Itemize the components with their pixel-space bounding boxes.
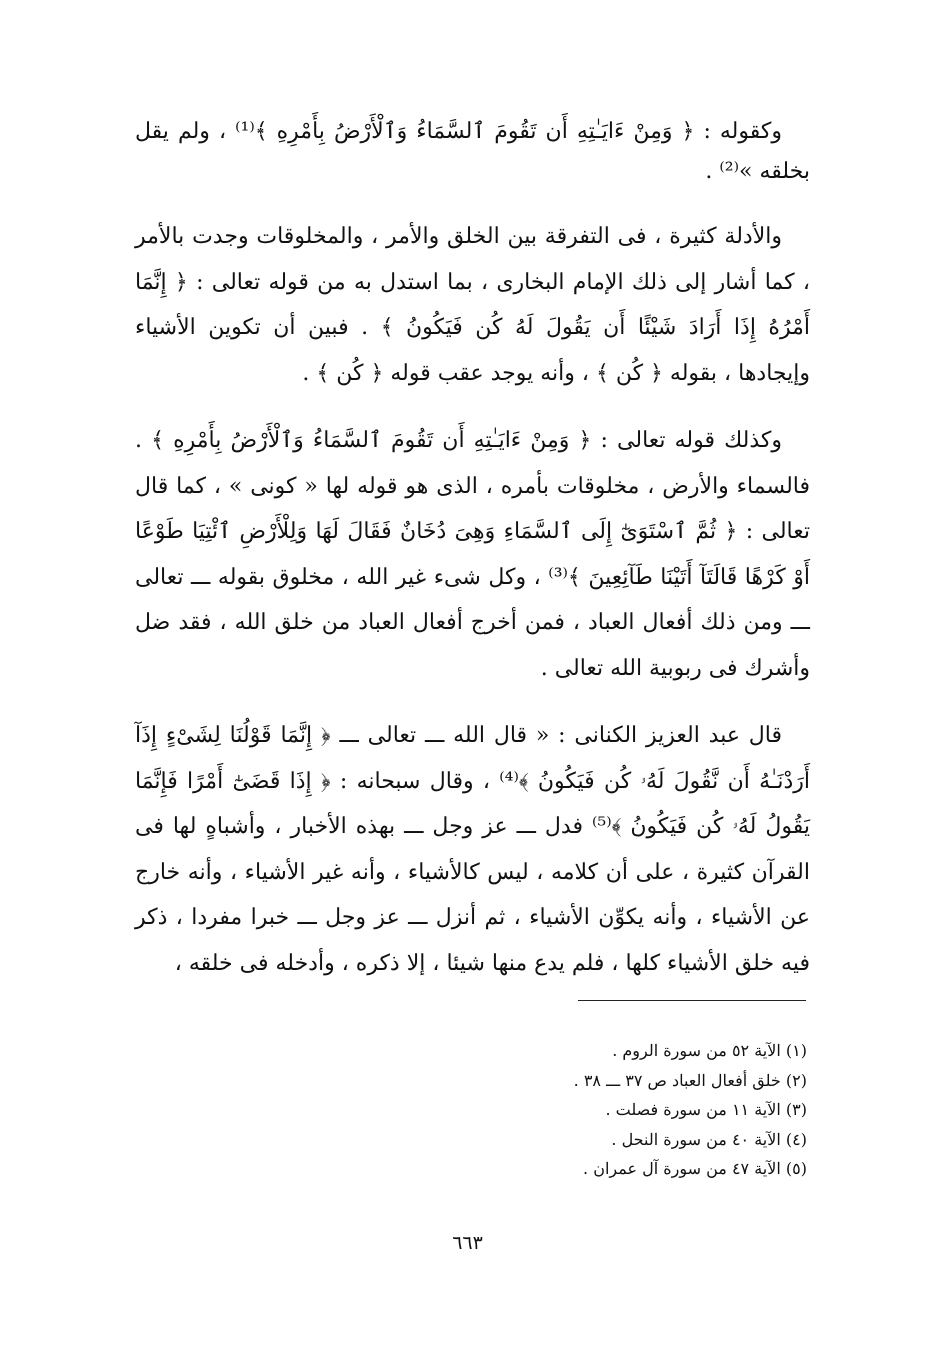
footnote-1: (١) الآية ٥٢ من سورة الروم . <box>612 1041 807 1060</box>
footnote-3: (٣) الآية ١١ من سورة فصلت . <box>605 1100 807 1120</box>
main-text <box>135 112 810 986</box>
footnote-4: (٤) الآية ٤٠ من سورة النحل . <box>611 1129 807 1149</box>
footnote-2: (٢) خلق أفعال العباد ص ٣٧ ـــ ٣٨ . <box>573 1070 807 1090</box>
paragraph-4: قال عبد العزيز الكنانى : « قال الله ـــ تعالى ـــ ﴿ إِنَّمَا قَوْلُنَا لِشَىْءٍ إِذَآ أَرَدْنَـٰهُ أَن نَّقُولَ لَهُۥ كُن فَيَكُونُ ﴾⁽⁴⁾ ، وقال سبحانه : ﴿ إِذَا قَضَىٰٓ أَمْرًا فَإِنَّمَا يَقُولُ لَهُۥ كُن فَيَكُونُ ﴾⁽⁵⁾ فدل ـــ عز وجل ـــ بهذه الأخبار ، وأشباهٍ لها فى القرآن كثيرة ، على أن كلامه ، ليس كالأشياء ، وأنه غير الأشياء ، وأنه خارج عن الأشياء ، وأنه يكوِّن الأشياء ، ثم أنزل ـــ عز وجل ـــ خبرا مفردا ، ذكر فيه خلق الأشياء كلها ، فلم يدع منها شيئا ، إلا ذكره ، وأدخله فى خلقه ، <box>135 723 810 976</box>
page-number: ٦٦٣ <box>452 1232 483 1254</box>
footnotes <box>407 1036 807 1184</box>
footnote-divider <box>578 1000 806 1001</box>
footnote-5: (٥) الآية ٤٧ من سورة آل عمران . <box>583 1159 807 1179</box>
paragraph-3: وكذلك قوله تعالى : ﴿ وَمِنْ ءَايَـٰتِهِ أَن تَقُومَ ٱلسَّمَاءُ وَٱلْأَرْضُ بِأَمْرِهِ ﴾ . فالسماء والأرض ، مخلوقات بأمره ، الذى هو قوله لها « كونى » ، كما قال تعالى : ﴿ ثُمَّ ٱسْتَوَىٰٓ إِلَى ٱلسَّمَاءِ وَهِىَ دُخَانٌ فَقَالَ لَهَا وَلِلْأَرْضِ ٱئْتِيَا طَوْعًا أَوْ كَرْهًا قَالَتَآ أَتَيْنَا طَآئِعِينَ ﴾⁽³⁾ ، وكل شىء غير الله ، مخلوق بقوله ـــ تعالى ـــ ومن ذلك أفعال العباد ، فمن أخرج أفعال العباد من خلق الله ، فقد ضل وأشرك فى ربوبية الله تعالى . <box>135 428 810 681</box>
paragraph-1: وكقوله : ﴿ وَمِنْ ءَايَـٰتِهِ أَن تَقُومَ ٱلسَّمَاءُ وَٱلْأَرْضُ بِأَمْرِهِ ﴾⁽¹⁾ ، ولم يقل بخلقه »⁽²⁾ . <box>135 119 810 184</box>
paragraph-2: والأدلة كثيرة ، فى التفرقة بين الخلق والأمر ، والمخلوقات وجدت بالأمر ، كما أشار إلى ذلك الإمام البخارى ، بما استدل به من قوله تعالى : ﴿ إِنَّمَا أَمْرُهُ إِذَا أَرَادَ شَيْئًا أَن يَقُولَ لَهُ كُن فَيَكُونُ ﴾ . فبين أن تكوين الأشياء وإيجادها ، بقوله ﴿ كُن ﴾ ، وأنه يوجد عقب قوله ﴿ كُن ﴾ . <box>135 224 810 386</box>
